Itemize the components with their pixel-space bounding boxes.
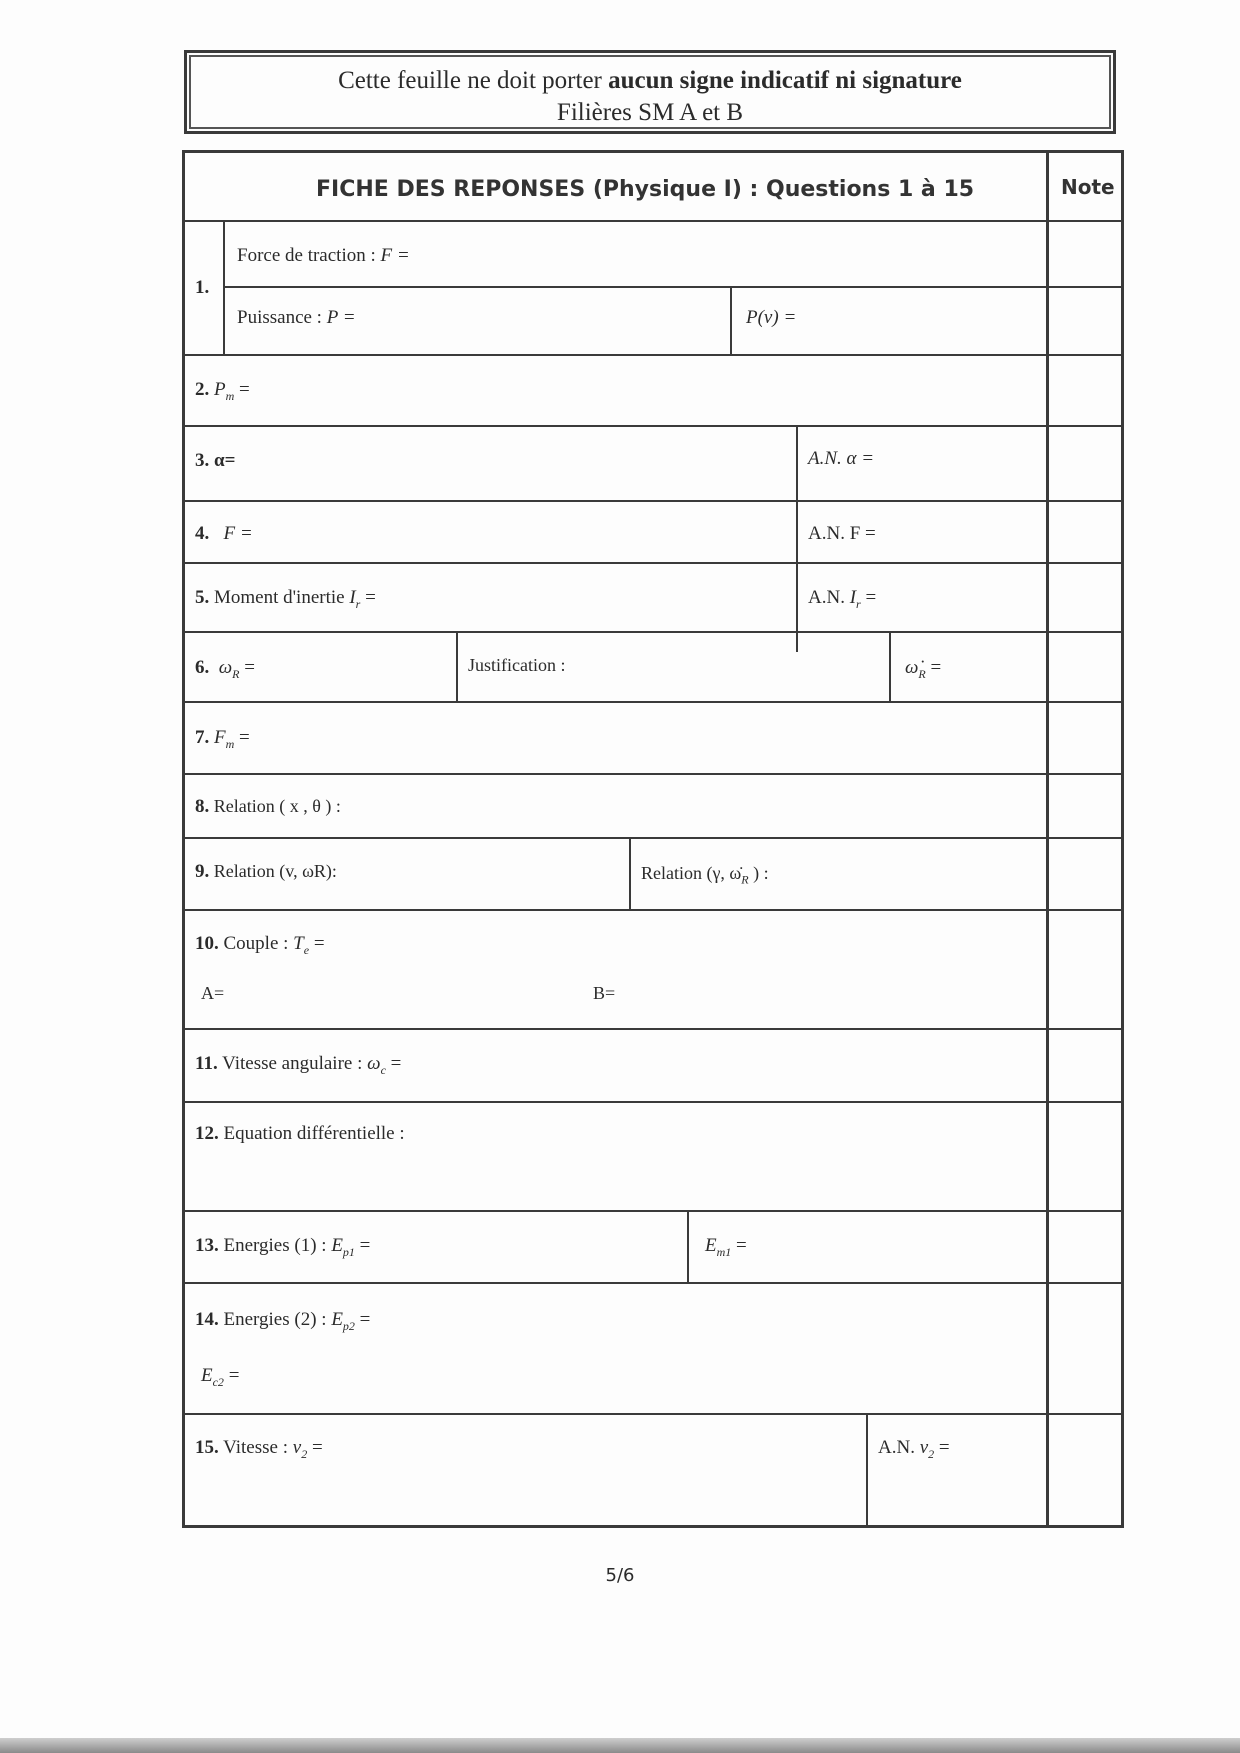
row-divider (185, 500, 1121, 502)
equals: = (934, 1437, 950, 1458)
subscript: R (918, 666, 926, 681)
label: Relation (γ, ω̇ (641, 863, 742, 883)
row-divider (185, 1210, 1121, 1212)
note-column-divider (1046, 153, 1049, 1525)
question-7[interactable] (195, 727, 250, 752)
question-13[interactable] (195, 1235, 370, 1260)
equals: = (360, 587, 376, 608)
label: Vitesse : (223, 1437, 288, 1458)
variable: v (919, 1437, 929, 1458)
row-divider (796, 425, 798, 652)
row-divider (185, 1282, 1121, 1284)
row-divider (185, 220, 1121, 222)
number: 6. (195, 657, 210, 678)
variable: F = (223, 523, 253, 544)
question-1-power[interactable] (237, 307, 356, 329)
notice-box (184, 50, 1116, 134)
subscript: e (303, 942, 310, 957)
number: 14. (195, 1309, 219, 1330)
label: Puissance : (237, 307, 322, 328)
question-1-traction[interactable] (237, 245, 410, 267)
label: Force de traction : (237, 245, 376, 266)
equals: = (239, 657, 255, 678)
subscript: m1 (716, 1244, 732, 1259)
subscript: R (741, 872, 749, 887)
subscript: r (856, 596, 861, 611)
subscript: 2 (928, 1446, 935, 1461)
variable: ω (218, 657, 233, 678)
subscript: 2 (301, 1446, 308, 1461)
variable: v (292, 1437, 302, 1458)
variable: E (331, 1309, 343, 1330)
row-divider (185, 837, 1121, 839)
variable: ω̇ (905, 657, 919, 678)
equals: = (234, 379, 250, 400)
scan-edge (0, 1738, 1240, 1753)
number: 5. (195, 587, 210, 608)
row-divider (185, 909, 1121, 911)
label: Couple : (223, 933, 289, 954)
row-divider (223, 286, 1121, 288)
question-14-kinetic-energy[interactable] (201, 1365, 239, 1390)
row-divider (687, 1210, 689, 1282)
sheet-title: FICHE DES REPONSES (Physique I) : Questions 1 à 15 (316, 177, 975, 202)
row-divider (629, 837, 631, 909)
row-divider (185, 1028, 1121, 1030)
question-12[interactable] (195, 1123, 405, 1145)
variable: T (293, 933, 304, 954)
row-divider (185, 773, 1121, 775)
notice-line-2: Filières SM A et B (556, 99, 744, 126)
question-6-angular-acceleration[interactable] (905, 657, 941, 682)
label: Equation différentielle : (223, 1123, 405, 1144)
question-5-numeric[interactable] (808, 587, 876, 612)
number: 15. (195, 1437, 219, 1458)
label: Relation ( x , θ ) : (213, 796, 341, 816)
note-header: Note (1061, 175, 1115, 199)
question-13-mechanical-energy[interactable] (705, 1235, 747, 1260)
question-4-numeric[interactable]: A.N. F = (808, 523, 876, 544)
row-divider (730, 286, 732, 355)
equals: = (385, 1053, 402, 1074)
question-10-a[interactable]: A= (201, 983, 225, 1003)
number: 12. (195, 1123, 219, 1144)
label: A.N. (808, 587, 845, 608)
number: 9. (195, 861, 210, 882)
number: 11. (195, 1053, 218, 1074)
equals: = (307, 1437, 323, 1458)
page-number: 5/6 (605, 1565, 635, 1586)
question-10[interactable] (195, 933, 325, 958)
variable: E (331, 1235, 343, 1256)
number: 2. (195, 379, 210, 400)
variable: F (214, 727, 226, 748)
question-3-numeric[interactable]: A.N. α = (808, 448, 875, 469)
question-6[interactable] (195, 657, 255, 682)
question-3[interactable]: 3. α= (195, 450, 236, 471)
label: A.N. (878, 1437, 915, 1458)
number: 7. (195, 727, 210, 748)
label-end: ) : (748, 863, 769, 883)
question-11[interactable] (195, 1053, 401, 1078)
subscript: p2 (342, 1318, 355, 1333)
row-divider (889, 631, 891, 701)
question-15[interactable] (195, 1437, 323, 1462)
question-8[interactable] (195, 796, 341, 818)
variable: F = (380, 245, 410, 266)
row-divider (185, 562, 1121, 564)
question-14[interactable] (195, 1309, 370, 1334)
number: 8. (195, 796, 210, 817)
variable: E (705, 1235, 717, 1256)
equals: = (860, 587, 877, 608)
row-divider (185, 425, 1121, 427)
notice-line-1: Cette feuille ne doit porter aucun signe indicatif ni signature (338, 67, 962, 94)
question-2[interactable] (195, 379, 250, 404)
question-6-justification[interactable]: Justification : (468, 655, 566, 675)
subscript: c (380, 1062, 386, 1077)
question-9[interactable] (195, 861, 337, 883)
variable: I (349, 587, 356, 608)
variable: I (849, 587, 857, 608)
row-divider (866, 1413, 868, 1525)
variable: P (214, 379, 226, 400)
label: Energies (1) : (223, 1235, 327, 1256)
equals: = (731, 1235, 747, 1256)
equals: = (354, 1309, 371, 1330)
equals: = (925, 657, 942, 678)
question-4[interactable] (195, 523, 253, 545)
row-divider (185, 1413, 1121, 1415)
number: 4. (195, 523, 210, 544)
label: Relation (v, ωR): (213, 861, 337, 881)
row-divider (185, 354, 1121, 356)
number: 13. (195, 1235, 219, 1256)
subscript: m (225, 388, 235, 403)
row-divider (185, 1101, 1121, 1103)
variable: E (201, 1365, 213, 1386)
question-1-number: 1. (195, 277, 210, 298)
subscript: r (355, 596, 361, 611)
row-divider (456, 631, 458, 701)
label: Energies (2) : (223, 1309, 327, 1330)
subscript: R (232, 666, 240, 681)
row-divider (185, 701, 1121, 703)
label: Vitesse angulaire : (222, 1053, 363, 1074)
number: 10. (195, 933, 219, 954)
variable: P = (326, 307, 356, 328)
question-1-power-function[interactable]: P(v) = (746, 307, 797, 328)
question-9-relation-2[interactable] (641, 863, 769, 888)
row-divider (185, 631, 1121, 633)
label: Moment d'inertie (214, 587, 345, 608)
equals: = (223, 1365, 240, 1386)
subscript: m (225, 736, 235, 751)
question-15-numeric[interactable] (878, 1437, 950, 1462)
equals: = (354, 1235, 371, 1256)
answer-sheet (182, 150, 1124, 1528)
subscript: c2 (212, 1374, 224, 1389)
question-10-b[interactable]: B= (593, 983, 616, 1003)
subscript: p1 (342, 1244, 355, 1259)
variable: ω (367, 1053, 381, 1074)
equals: = (309, 933, 325, 954)
equals: = (234, 727, 250, 748)
question-5[interactable] (195, 587, 376, 612)
